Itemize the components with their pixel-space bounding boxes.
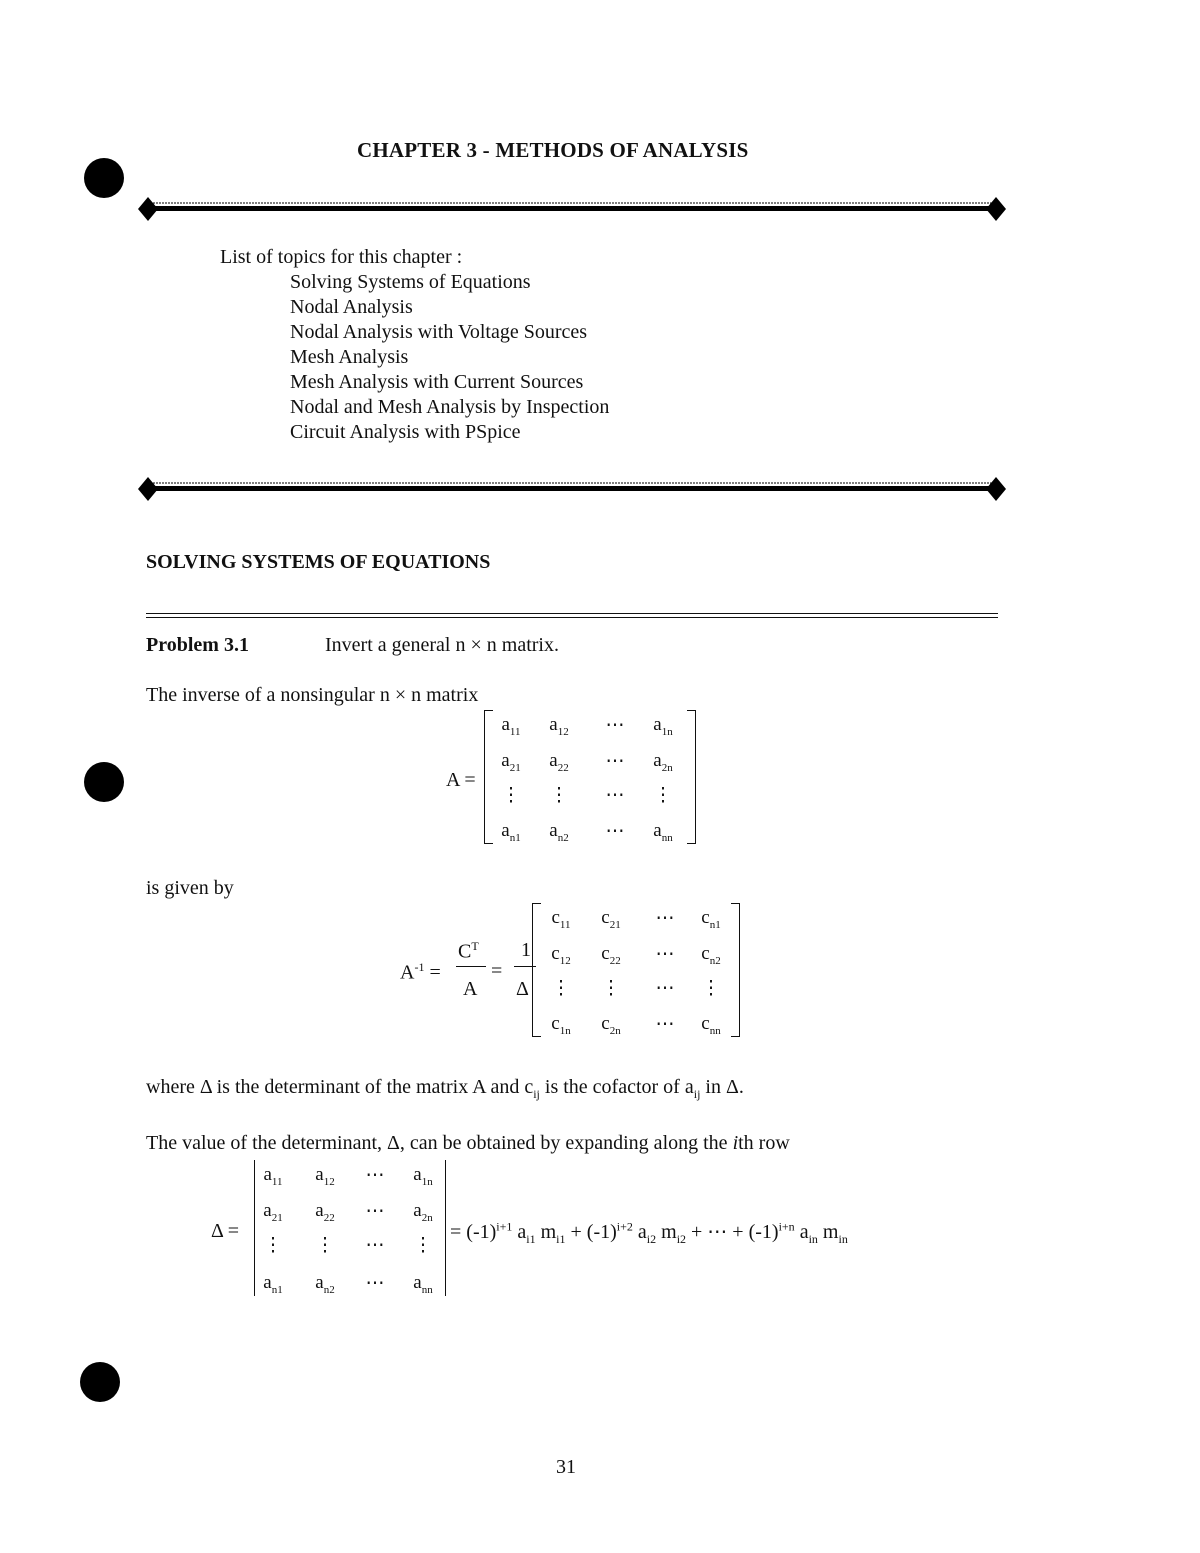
cofactor-symbol: $c_{ij}$ [524, 1076, 540, 1101]
matrix-c-cell: ⋯ [655, 1014, 675, 1035]
matrix-a-cell: $a_{n2}$ [549, 820, 569, 844]
frac-ct-bar [456, 966, 486, 967]
page-number: 31 [556, 1456, 576, 1478]
determinant-intro-post: th row [738, 1132, 790, 1154]
where-line-part3: in Δ. [700, 1076, 744, 1098]
frac-1-num: 1 [521, 939, 531, 961]
determinant-cell: ⋮ [263, 1235, 283, 1256]
matrix-a-cell: $a_{21}$ [501, 750, 521, 774]
where-line [146, 1076, 744, 1102]
determinant-cell: ⋮ [413, 1235, 433, 1256]
determinant-cell: ⋯ [365, 1273, 385, 1294]
determinant-cell: ⋯ [365, 1235, 385, 1256]
determinant-cell: $a_{11}$ [263, 1164, 283, 1188]
frac-ct-num [458, 939, 479, 964]
matrix-a-cell: $a_{nn}$ [653, 820, 673, 844]
matrix-a-cell: $a_{1n}$ [653, 714, 673, 738]
matrix-c-cell: ⋮ [551, 978, 571, 999]
punch-hole-middle [84, 762, 124, 802]
determinant-cell: ⋮ [315, 1235, 335, 1256]
section-rule-lower [146, 617, 998, 618]
inverse-lhs-a: A [400, 961, 415, 984]
topic-item: Nodal Analysis [290, 296, 413, 318]
inverse-lhs [400, 960, 441, 985]
matrix-a-cell: ⋮ [653, 785, 673, 806]
chapter-title: CHAPTER 3 - METHODS OF ANALYSIS [357, 138, 749, 162]
determinant-cell: $a_{22}$ [315, 1200, 335, 1224]
matrix-a [484, 710, 696, 844]
matrix-c-cell: $c_{22}$ [601, 943, 621, 967]
determinant-lhs: Δ = [211, 1220, 240, 1242]
matrix-c-cell: ⋯ [655, 908, 675, 929]
inverse-equals-2: = [491, 960, 503, 982]
matrix-a-cell: $a_{12}$ [549, 714, 569, 738]
problem-statement-pre: Invert a general [325, 634, 456, 656]
frac-ct-num-sup: T [471, 939, 479, 953]
matrix-a-cell: ⋮ [501, 785, 521, 806]
matrix-c-cell: $c_{1n}$ [551, 1013, 571, 1037]
problem-statement [325, 634, 559, 657]
determinant-cell: $a_{nn}$ [413, 1272, 433, 1296]
topics-heading: List of topics for this chapter : [220, 246, 463, 268]
matrix-a-cell: $a_{2n}$ [653, 750, 673, 774]
matrix-c [532, 903, 740, 1037]
matrix-a-cell: ⋯ [605, 715, 625, 736]
matrix-c-cell: $c_{12}$ [551, 943, 571, 967]
matrix-a-lhs: A = [446, 769, 476, 791]
frac-ct-den: A [463, 978, 478, 1000]
matrix-a-right-bracket [687, 710, 696, 844]
where-line-part1: where Δ is the determinant of the matrix A and [146, 1076, 525, 1098]
determinant-cell: $a_{1n}$ [413, 1164, 433, 1188]
section-title: SOLVING SYSTEMS OF EQUATIONS [146, 551, 491, 573]
determinant-cell: $a_{12}$ [315, 1164, 335, 1188]
matrix-c-cell: ⋮ [601, 978, 621, 999]
topic-item: Circuit Analysis with PSpice [290, 421, 521, 443]
frac-1-den: Δ [516, 978, 529, 1000]
top-divider [136, 192, 1012, 226]
matrix-a-cell: $a_{22}$ [549, 750, 569, 774]
determinant-cell: $a_{n1}$ [263, 1272, 283, 1296]
matrix-c-cell: ⋯ [655, 978, 675, 999]
matrix-c-cell: $c_{2n}$ [601, 1013, 621, 1037]
matrix-a-cell: ⋯ [605, 785, 625, 806]
matrix-a-cell: ⋮ [549, 785, 569, 806]
matrix-c-cell: ⋮ [701, 978, 721, 999]
topic-item: Nodal Analysis with Voltage Sources [290, 321, 588, 343]
element-symbol: $a_{ij}$ [684, 1076, 701, 1101]
inverse-intro-pre: The inverse of a nonsingular [146, 684, 380, 706]
bottom-divider [136, 472, 1012, 506]
determinant-cell: ⋯ [365, 1201, 385, 1222]
inverse-intro [146, 684, 478, 707]
inverse-lhs-sup: -1 [414, 960, 425, 974]
inverse-equals-1: = [429, 961, 441, 984]
topic-item: Mesh Analysis with Current Sources [290, 371, 584, 393]
determinant-cell: $a_{21}$ [263, 1200, 283, 1224]
topic-item: Nodal and Mesh Analysis by Inspection [290, 396, 610, 418]
matrix-a-cell: ⋯ [605, 821, 625, 842]
matrix-a-cell: $a_{11}$ [501, 714, 521, 738]
inverse-intro-post: matrix [421, 684, 479, 706]
matrix-a-cell: ⋯ [605, 751, 625, 772]
determinant-intro [146, 1132, 790, 1155]
matrix-c-cell: ⋯ [655, 944, 675, 965]
determinant-intro-italic: i [732, 1132, 739, 1154]
punch-hole-top [84, 158, 124, 198]
determinant-matrix [254, 1160, 446, 1296]
matrix-c-cell: $c_{11}$ [551, 907, 571, 931]
problem-label: Problem 3.1 [146, 634, 249, 656]
matrix-c-cell: $c_{nn}$ [701, 1013, 721, 1037]
determinant-expansion: = $(-1)^{i+1}$ $a_{i1}$ $m_{i1} + (-1)^{i+2}$ $a_{i2}$ $m_{i2}$ + ⋯ + $(-1)^{i+n}$ $a_{in}$ $m_{in}$ [450, 1219, 848, 1246]
matrix-c-cell: $c_{n2}$ [701, 943, 721, 967]
matrix-c-cell: $c_{n1}$ [701, 907, 721, 931]
determinant-intro-pre: The value of the determinant, Δ, can be obtained by expanding along the [146, 1132, 733, 1154]
problem-statement-math: n × n [455, 634, 497, 656]
matrix-c-cell: $c_{21}$ [601, 907, 621, 931]
inverse-intro-math: n × n [379, 684, 422, 706]
problem-statement-post: matrix. [496, 634, 559, 656]
topic-item: Mesh Analysis [290, 346, 409, 368]
punch-hole-bottom [80, 1362, 120, 1402]
determinant-cell: $a_{n2}$ [315, 1272, 335, 1296]
topic-item: Solving Systems of Equations [290, 271, 531, 293]
matrix-a-cell: $a_{n1}$ [501, 820, 521, 844]
determinant-cell: $a_{2n}$ [413, 1200, 433, 1224]
where-line-part2: is the cofactor of [539, 1076, 685, 1098]
section-rule [146, 613, 998, 614]
determinant-cell: ⋯ [365, 1165, 385, 1186]
given-by-text: is given by [146, 877, 234, 899]
frac-ct-num-c: C [458, 940, 472, 963]
